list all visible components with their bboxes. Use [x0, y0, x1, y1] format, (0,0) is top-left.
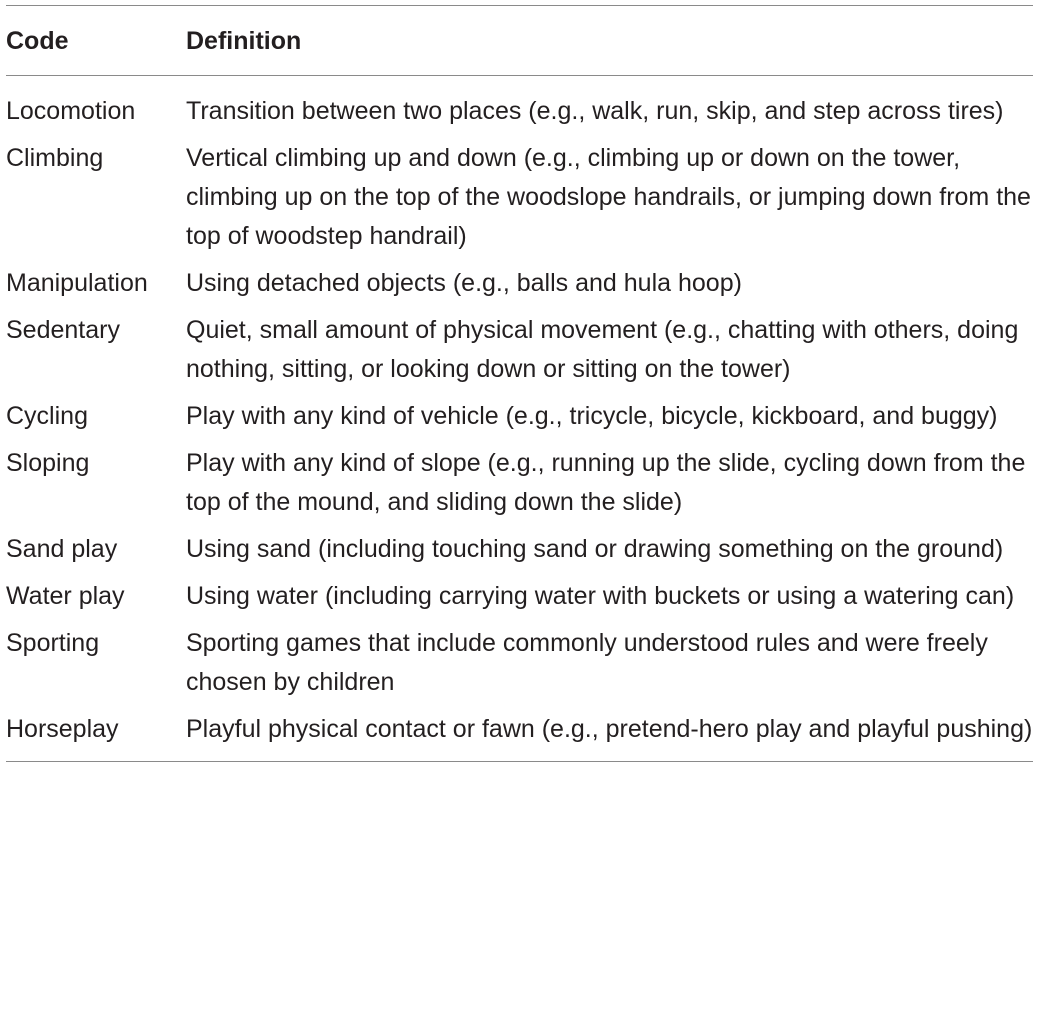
- row-definition: Using sand (including touching sand or drawing something on the ground): [186, 535, 1004, 563]
- row-code: Sloping: [6, 449, 90, 477]
- code-definition-table: [6, 5, 1033, 762]
- row-code: Sedentary: [6, 316, 120, 344]
- table-row: [6, 393, 1033, 440]
- row-definition: Using water (including carrying water with buckets or using a watering can): [186, 582, 1015, 610]
- header-definition: Definition: [186, 27, 302, 55]
- table-row: [6, 526, 1033, 573]
- table-row: [6, 76, 1033, 136]
- row-definition: Transition between two places (e.g., walk, run, skip, and step across tires): [186, 97, 1004, 125]
- row-code: Cycling: [6, 402, 88, 430]
- row-code: Sporting: [6, 629, 100, 657]
- row-code: Horseplay: [6, 715, 119, 743]
- code-definition-table-container: [6, 5, 1033, 762]
- table-row: [6, 307, 1033, 393]
- row-definition: Play with any kind of vehicle (e.g., tricycle, bicycle, kickboard, and buggy): [186, 402, 998, 430]
- row-definition: Play with any kind of slope (e.g., running up the slide, cycling down from the top of the mound, and sliding down the slide): [186, 449, 1026, 516]
- row-definition: Sporting games that include commonly understood rules and were freely chosen by children: [186, 629, 988, 696]
- table-row: [6, 573, 1033, 620]
- row-definition: Using detached objects (e.g., balls and hula hoop): [186, 269, 742, 297]
- table-row: [6, 135, 1033, 260]
- table-row: [6, 706, 1033, 762]
- row-code: Climbing: [6, 144, 104, 172]
- table-body: [6, 76, 1033, 762]
- table-row: [6, 440, 1033, 526]
- row-code: Water play: [6, 582, 125, 610]
- row-definition: Playful physical contact or fawn (e.g., pretend-hero play and playful pushing): [186, 715, 1033, 743]
- row-code: Locomotion: [6, 97, 136, 125]
- row-definition: Vertical climbing up and down (e.g., climbing up or down on the tower, climbing up on the top of the woodslope handrails, or jumping down from the top of woodstep handrail): [186, 144, 1031, 250]
- table-header: [6, 6, 1033, 76]
- table-row: [6, 620, 1033, 706]
- table-row: [6, 260, 1033, 307]
- row-code: Manipulation: [6, 269, 148, 297]
- header-row: [6, 6, 1033, 76]
- header-code: Code: [6, 27, 69, 55]
- row-code: Sand play: [6, 535, 118, 563]
- row-definition: Quiet, small amount of physical movement (e.g., chatting with others, doing nothing, sitting, or looking down or sitting on the tower): [186, 316, 1019, 383]
